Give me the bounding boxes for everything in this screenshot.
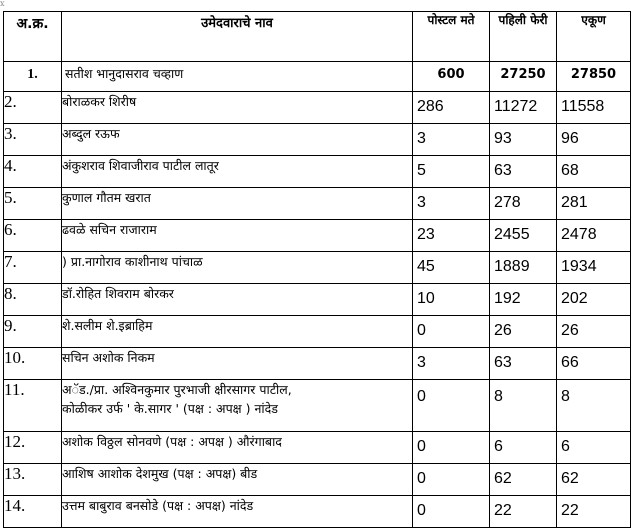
postal-votes-cell: 10 [413, 284, 490, 316]
table-row [4, 432, 631, 464]
candidate-name-line: डॉ.रोहित शिवराम बोरकर [62, 286, 174, 301]
candidate-name-line: कोळीकर उर्फ ' के.सागर ' (पक्ष : अपक्ष ) नांदेड [62, 401, 278, 416]
serial-cell: 9. [4, 316, 62, 348]
table-row [4, 348, 631, 380]
serial-cell: 5. [4, 188, 62, 220]
first-round-cell: 2455 [490, 220, 557, 252]
total-cell: 8 [557, 380, 631, 432]
first-round-cell: 26 [490, 316, 557, 348]
first-round-cell: 11272 [490, 92, 557, 124]
table-row [4, 316, 631, 348]
first-round-cell: 93 [490, 124, 557, 156]
first-round-cell: 63 [490, 348, 557, 380]
candidate-name-cell [62, 124, 413, 156]
table-row [4, 464, 631, 496]
first-round-cell: 278 [490, 188, 557, 220]
serial-cell: 10. [4, 348, 62, 380]
postal-votes-cell: 45 [413, 252, 490, 284]
header-total: एकूण [557, 12, 631, 62]
candidate-name-cell [62, 252, 413, 284]
table-row [4, 156, 631, 188]
table-header-row [4, 12, 631, 62]
candidate-name-cell [62, 316, 413, 348]
first-round-cell: 192 [490, 284, 557, 316]
serial-cell: 12. [4, 432, 62, 464]
candidate-name-cell [62, 156, 413, 188]
candidate-name-line: अॅड./प्रा. अश्विनकुमार पुरभाजी क्षीरसागर पाटील, [62, 382, 292, 397]
postal-votes-cell: 0 [413, 496, 490, 528]
candidate-name-cell [62, 432, 413, 464]
candidate-name-cell [62, 464, 413, 496]
candidate-name-line: उत्तम बाबुराव बनसोडे (पक्ष : अपक्ष) नांदेड [62, 498, 254, 513]
total-cell: 11558 [557, 92, 631, 124]
first-round-cell: 8 [490, 380, 557, 432]
candidate-name-line: अब्दुल रऊफ [62, 126, 120, 141]
candidate-name-line: अंकुशराव शिवाजीराव पाटील लातूर [62, 158, 219, 173]
first-round-cell: 1889 [490, 252, 557, 284]
first-round-cell: 62 [490, 464, 557, 496]
header-postal-votes: पोस्टल मते [413, 12, 490, 62]
header-serial: अ.क्र. [4, 12, 62, 62]
serial-cell: 7. [4, 252, 62, 284]
total-cell: 26 [557, 316, 631, 348]
total-cell: 62 [557, 464, 631, 496]
serial-cell: 14. [4, 496, 62, 528]
postal-votes-cell: 286 [413, 92, 490, 124]
candidate-name-line: कुणाल गौतम खरात [62, 190, 151, 205]
first-round-cell: 27250 [490, 62, 557, 92]
serial-cell: 2. [4, 92, 62, 124]
candidate-name-cell [62, 62, 413, 92]
candidate-name-line: आशिष आशोक देशमुख (पक्ष : अपक्ष) बीड [62, 466, 258, 481]
total-cell: 22 [557, 496, 631, 528]
postal-votes-cell: 3 [413, 348, 490, 380]
table-row [4, 92, 631, 124]
table-row [4, 62, 631, 92]
table-row [4, 496, 631, 528]
candidate-name-cell [62, 496, 413, 528]
postal-votes-cell: 0 [413, 464, 490, 496]
results-table [3, 11, 631, 528]
total-cell: 68 [557, 156, 631, 188]
table-row [4, 380, 631, 432]
total-cell: 281 [557, 188, 631, 220]
total-cell: 202 [557, 284, 631, 316]
serial-cell: 3. [4, 124, 62, 156]
candidate-name-line: बोराळकर शिरीष [62, 94, 137, 109]
first-round-cell: 22 [490, 496, 557, 528]
postal-votes-cell: 0 [413, 380, 490, 432]
candidate-name-cell [62, 188, 413, 220]
total-cell: 1934 [557, 252, 631, 284]
serial-cell: 6. [4, 220, 62, 252]
candidate-name-line: ) प्रा.नागोराव काशीनाथ पांचाळ [62, 254, 203, 269]
table-body [4, 62, 631, 528]
postal-votes-cell: 23 [413, 220, 490, 252]
total-cell: 6 [557, 432, 631, 464]
serial-cell: 4. [4, 156, 62, 188]
total-cell: 66 [557, 348, 631, 380]
table-row [4, 284, 631, 316]
postal-votes-cell: 3 [413, 124, 490, 156]
serial-cell: 13. [4, 464, 62, 496]
candidate-name-line: अशोक विठ्ठल सोनवणे (पक्ष : अपक्ष ) औरंगाबाद [62, 434, 282, 449]
table-row [4, 188, 631, 220]
first-round-cell: 63 [490, 156, 557, 188]
postal-votes-cell: 3 [413, 188, 490, 220]
serial-cell: 11. [4, 380, 62, 432]
candidate-name-line: ढवळे सचिन राजाराम [62, 222, 157, 237]
postal-votes-cell: 0 [413, 432, 490, 464]
table-row [4, 220, 631, 252]
total-cell: 96 [557, 124, 631, 156]
candidate-name-line: शे.सलीम शे.इब्राहिम [62, 318, 153, 333]
postal-votes-cell: 5 [413, 156, 490, 188]
candidate-name-cell [62, 380, 413, 432]
candidate-name-cell [62, 92, 413, 124]
first-round-cell: 6 [490, 432, 557, 464]
serial-cell: 1. [4, 62, 62, 92]
candidate-name-cell [62, 284, 413, 316]
postal-votes-cell: 0 [413, 316, 490, 348]
total-cell: 27850 [557, 62, 631, 92]
serial-cell: 8. [4, 284, 62, 316]
candidate-name-line: सतीश भानुदासराव चव्हाण [65, 66, 184, 81]
table-row [4, 252, 631, 284]
candidate-name-cell [62, 348, 413, 380]
table-row [4, 124, 631, 156]
header-first-round: पहिली फेरी [490, 12, 557, 62]
header-candidate-name: उमेदवाराचे नाव [62, 12, 413, 62]
postal-votes-cell: 600 [413, 62, 490, 92]
total-cell: 2478 [557, 220, 631, 252]
candidate-name-line: सचिन अशोक निकम [62, 350, 155, 365]
candidate-name-cell [62, 220, 413, 252]
corner-mark: x [0, 0, 5, 8]
